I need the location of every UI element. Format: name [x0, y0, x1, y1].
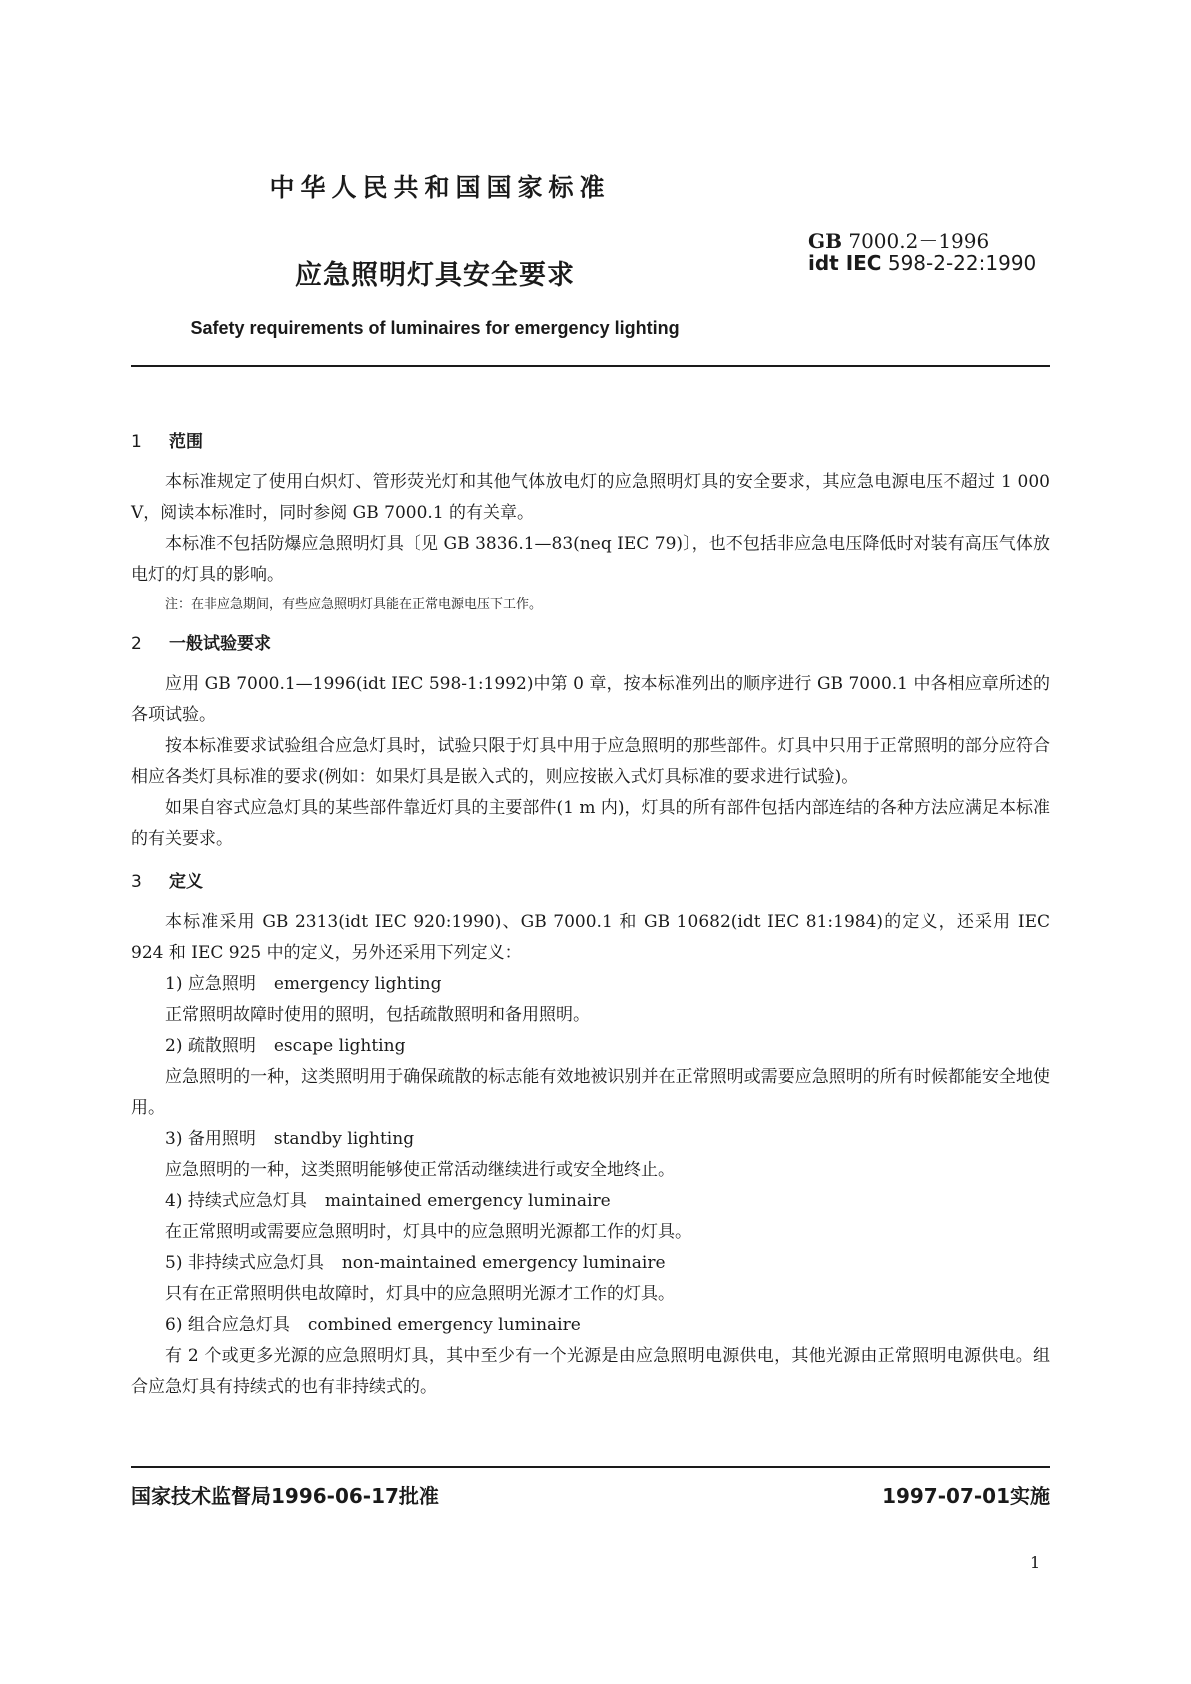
- standard-idt-number: 598-2-22:1990: [887, 251, 1037, 275]
- definition-term: [131, 1248, 1050, 1279]
- section-heading-3: [131, 865, 1050, 899]
- section-number: 2: [131, 634, 142, 654]
- paragraph: 如果自容式应急灯具的某些部件靠近灯具的主要部件(1 m 内)，灯具的所有部件包括内部连结的各种方法应满足本标准的有关要求。: [131, 798, 1050, 849]
- definition-english: maintained emergency luminaire: [324, 1191, 611, 1211]
- definition-term: [131, 1124, 1050, 1155]
- section-heading-1: [131, 425, 1050, 459]
- definition-text: 只有在正常照明供电故障时，灯具中的应急照明光源才工作的灯具。: [165, 1284, 675, 1304]
- document-title-en: Safety requirements of luminaires for emergency lighting: [190, 318, 680, 338]
- section-title: 一般试验要求: [169, 634, 271, 654]
- definition-english: emergency lighting: [273, 974, 442, 994]
- paragraph: 应用 GB 7000.1—1996(idt IEC 598-1:1992)中第 0 章，按本标准列出的顺序进行 GB 7000.1 中各相应章所述的各项试验。: [131, 674, 1050, 725]
- definition-english: standby lighting: [273, 1129, 415, 1149]
- definition-text: 正常照明故障时使用的照明，包括疏散照明和备用照明。: [165, 1005, 590, 1025]
- definition-term: [131, 1186, 1050, 1217]
- section-title: 范围: [169, 432, 203, 452]
- header-divider: [131, 365, 1050, 367]
- definition-label: 3) 备用照明: [165, 1129, 256, 1149]
- definition-text: 应急照明的一种，这类照明能够使正常活动继续进行或安全地终止。: [165, 1160, 675, 1180]
- definition-label: 4) 持续式应急灯具: [165, 1191, 307, 1211]
- standard-code-prefix: GB: [808, 229, 842, 253]
- approval-date: 国家技术监督局1996-06-17批准: [131, 1484, 439, 1508]
- definition-label: 1) 应急照明: [165, 974, 256, 994]
- effective-date: 1997-07-01实施: [882, 1484, 1050, 1508]
- definition-english: combined emergency luminaire: [307, 1315, 581, 1335]
- definition-term: [131, 1031, 1050, 1062]
- section-number: 3: [131, 872, 142, 892]
- section-body-3: [131, 907, 1050, 1403]
- definition-text: 在正常照明或需要应急照明时，灯具中的应急照明光源都工作的灯具。: [165, 1222, 692, 1242]
- standard-code-number: 7000.2－1996: [848, 229, 990, 253]
- document-title-cn: 应急照明灯具安全要求: [295, 260, 575, 291]
- footer-divider: [131, 1466, 1050, 1468]
- definition-text: 应急照明的一种，这类照明用于确保疏散的标志能有效地被识别并在正常照明或需要应急照明的所有时候都能安全地使用。: [131, 1067, 1050, 1118]
- paragraph: 本标准规定了使用白炽灯、管形荧光灯和其他气体放电灯的应急照明灯具的安全要求，其应急电源电压不超过 1 000 V，阅读本标准时，同时参阅 GB 7000.1 的有关章。: [131, 472, 1050, 523]
- standard-idt-prefix: idt IEC: [808, 251, 882, 275]
- standard-code: [808, 230, 1108, 252]
- section-body-2: [131, 669, 1050, 855]
- country-standard-title: 中华人民共和国国家标准: [269, 173, 611, 202]
- paragraph: 本标准采用 GB 2313(idt IEC 920:1990)、GB 7000.1 和 GB 10682(idt IEC 81:1984)的定义，还采用 IEC 924 和 IEC 925 中的定义，另外还采用下列定义：: [131, 912, 1050, 963]
- document-body: [131, 425, 1050, 1403]
- definition-english: escape lighting: [273, 1036, 406, 1056]
- paragraph: 本标准不包括防爆应急照明灯具〔见 GB 3836.1—83(neq IEC 79)〕，也不包括非应急电压降低时对装有高压气体放电灯的灯具的影响。: [131, 534, 1050, 585]
- definition-text: 有 2 个或更多光源的应急照明灯具，其中至少有一个光源是由应急照明电源供电，其他光源由正常照明电源供电。组合应急灯具有持续式的也有非持续式的。: [131, 1346, 1050, 1397]
- note: 注：在非应急期间，有些应急照明灯具能在正常电源电压下工作。: [165, 597, 543, 612]
- section-number: 1: [131, 432, 142, 452]
- definition-label: 6) 组合应急灯具: [165, 1315, 290, 1335]
- definition-label: 5) 非持续式应急灯具: [165, 1253, 324, 1273]
- section-heading-2: [131, 627, 1050, 661]
- definition-english: non-maintained emergency luminaire: [341, 1253, 666, 1273]
- section-body-1: [131, 467, 1050, 617]
- page-number: 1: [1030, 1553, 1041, 1572]
- paragraph: 按本标准要求试验组合应急灯具时，试验只限于灯具中用于应急照明的那些部件。灯具中只用于正常照明的部分应符合相应各类灯具标准的要求(例如：如果灯具是嵌入式的，则应按嵌入式灯具标准的要求进行试验)。: [131, 736, 1050, 787]
- definition-term: [131, 1310, 1050, 1341]
- definition-label: 2) 疏散照明: [165, 1036, 256, 1056]
- definition-term: [131, 969, 1050, 1000]
- section-title: 定义: [169, 872, 203, 892]
